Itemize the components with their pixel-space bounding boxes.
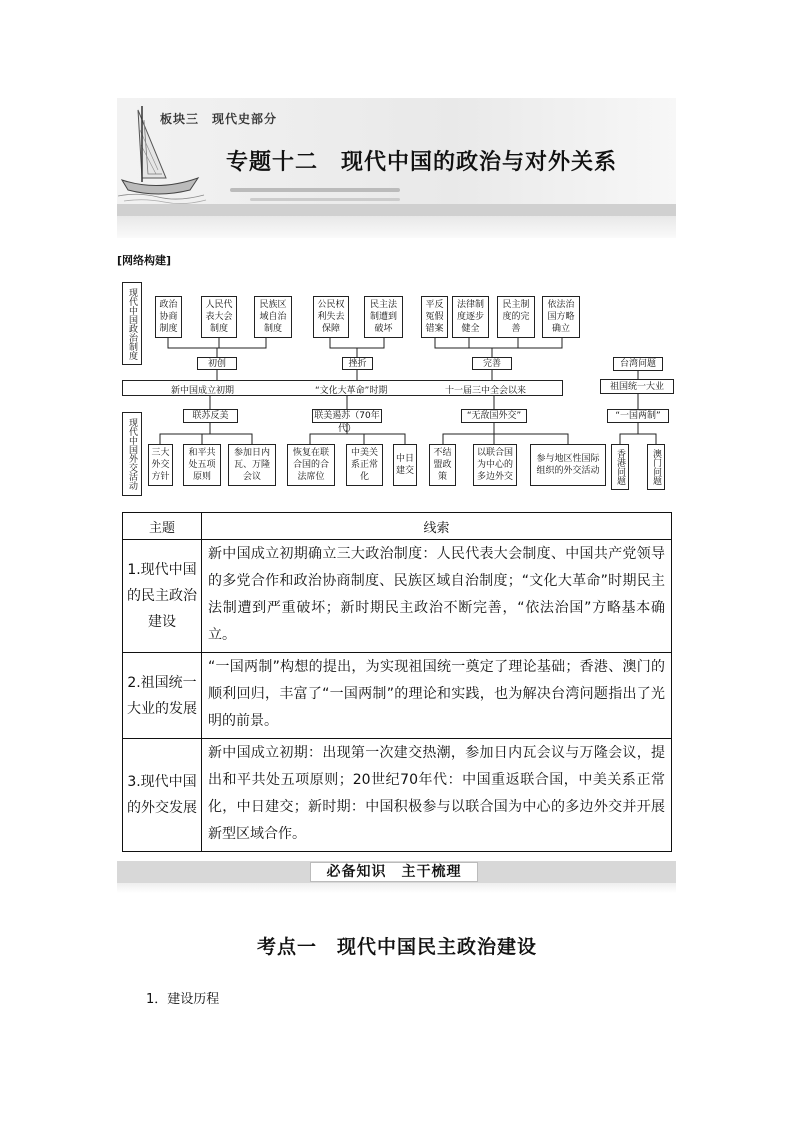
diagram-connectors — [0, 0, 794, 500]
unification-box: 祖国统一大业 — [600, 379, 674, 394]
diplomacy-box: 和平共处五项原则 — [183, 444, 221, 486]
table-header-row — [123, 513, 672, 540]
diplomacy-box: 中日建交 — [393, 444, 417, 486]
taiwan-issue-box: 台湾问题 — [613, 357, 663, 371]
timeline-period: 新中国成立初期 — [171, 386, 235, 396]
stage-label: 完善 — [472, 357, 512, 370]
diplomacy-box: 以联合国为中心的多边外交 — [473, 444, 517, 486]
one-country-two-systems-box: “一国两制” — [607, 409, 669, 423]
politics-box: 平反冤假错案 — [421, 296, 448, 338]
politics-box: 民主法制遭到破坏 — [364, 296, 403, 338]
topic-cell: 2.祖国统一大业的发展 — [123, 653, 202, 739]
table-row — [123, 739, 672, 852]
topic-cell: 1.现代中国的民主政治建设 — [123, 540, 202, 653]
politics-box: 依法治国方略确立 — [542, 296, 580, 338]
diplomacy-box: 参与地区性国际组织的外交活动 — [530, 444, 606, 486]
diplomacy-strategy-label: 联苏反美 — [183, 409, 238, 423]
diplomacy-box: 中美关系正常化 — [346, 444, 383, 486]
table-row — [123, 540, 672, 653]
politics-box: 人民代表大会制度 — [201, 296, 237, 338]
politics-box: 公民权利失去保障 — [313, 296, 349, 338]
diplomacy-strategy-label: 联美遏苏（70年代） — [312, 409, 382, 423]
diplomacy-box: 不结盟政策 — [429, 444, 456, 486]
timeline-period: “文化大革命”时期 — [315, 386, 388, 396]
stage-label: 挫折 — [342, 357, 373, 370]
page-title: 专题十二 现代中国的政治与对外关系 — [226, 150, 618, 175]
politics-box: 民主制度的完善 — [497, 296, 535, 338]
point-title: 考点一 现代中国民主政治建设 — [256, 936, 537, 958]
section-bar-shadow — [117, 883, 676, 893]
header-topic: 主题 — [123, 513, 202, 540]
diplomacy-box: 三大外交方针 — [148, 444, 173, 486]
table-row — [123, 653, 672, 739]
timeline-period: 十一届三中全会以来 — [445, 386, 527, 396]
politics-box: 民族区域自治制度 — [254, 296, 292, 338]
clue-cell: 新中国成立初期：出现第一次建交热潮，参加日内瓦会议与万隆会议，提出和平共处五项原则；20世纪70年代：中国重返联合国，中美关系正常化，中日建交；新时期：中国积极参与以联合国为中心的多边外交并开展新型区域合作。 — [202, 739, 672, 852]
header-clue: 线索 — [202, 513, 672, 540]
network-label: [网络构建] — [117, 254, 172, 267]
politics-box: 政治协商制度 — [155, 296, 182, 338]
timeline-bar — [122, 380, 563, 396]
clue-cell: “一国两制”构想的提出，为实现祖国统一奠定了理论基础；香港、澳门的顺利回归，丰富了“一国两制”的理论和实践，也为解决台湾问题指出了光明的前景。 — [202, 653, 672, 739]
sub-title: 1．建设历程 — [146, 992, 220, 1007]
diplomacy-strategy-label: “无敌国外交” — [461, 409, 527, 423]
politics-box: 法律制度逐步健全 — [452, 296, 489, 338]
section-bar-title: 必备知识 主干梳理 — [310, 862, 478, 882]
hongkong-issue-box: 香港问题 — [611, 444, 629, 490]
politics-system-vertical-box: 现代中国政治制度 — [122, 282, 142, 365]
stage-label: 初创 — [197, 357, 237, 370]
diplomacy-box: 恢复在联合国的合法席位 — [287, 444, 335, 486]
diplomacy-vertical-box: 现代中国外交活动 — [122, 412, 142, 496]
summary-table — [122, 512, 672, 852]
topic-cell: 3.现代中国的外交发展 — [123, 739, 202, 852]
diplomacy-box: 参加日内瓦、万隆会议 — [228, 444, 276, 486]
clue-cell: 新中国成立初期确立三大政治制度：人民代表大会制度、中国共产党领导的多党合作和政治协商制度、民族区域自治制度；“文化大革命”时期民主法制遭到严重破坏；新时期民主政治不断完善，“依法治国”方略基本确立。 — [202, 540, 672, 653]
macao-issue-box: 澳门问题 — [647, 444, 665, 490]
section-label: 板块三 现代史部分 — [160, 112, 278, 126]
